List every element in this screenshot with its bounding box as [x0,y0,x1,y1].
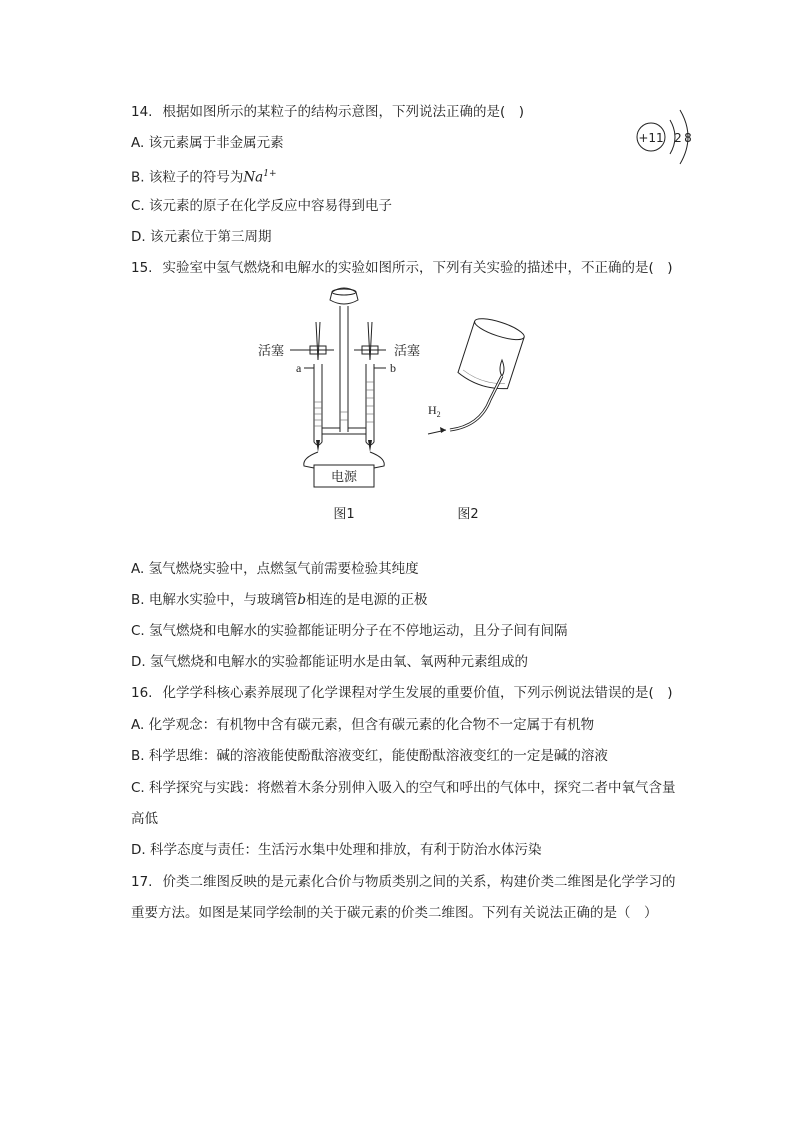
q15-stem: 15. 实验室中氢气燃烧和电解水的实验如图所示，下列有关实验的描述中，不正确的是( ) [131,260,673,276]
q14-option-b[interactable]: B. 该粒子的符号为$Na^{1+}$ [131,169,277,186]
nucleus-charge: +11 [638,131,664,145]
gas-tube [450,376,502,430]
q14-number: 14. [131,104,153,120]
q16-option-c-continued: 高低 [131,811,158,827]
tube-b-variable: b [297,592,307,608]
tube-a [314,364,322,445]
inverted-beaker [456,314,526,393]
q15-option-c[interactable]: C. 氢气燃烧和电解水的实验都能证明分子在不停地运动，且分子间有间隔 [131,623,568,639]
figure1-caption: 图1 [333,507,355,522]
tube-b-label: b [390,361,396,375]
q16-option-c[interactable]: C. 科学探究与实践：将燃着木条分别伸入吸入的空气和呼出的气体中，探究二者中氧气含量 [131,780,676,796]
tube-b [366,364,374,445]
q17-stem-line1: 17. 价类二维图反映的是元素化合价与物质类别之间的关系，构建价类二维图是化学学习的 [131,874,676,890]
na-charge: 1+ [263,169,277,179]
q15-option-a[interactable]: A. 氢气燃烧实验中，点燃氢气前需要检验其纯度 [131,561,419,577]
q16-number: 16. [131,685,153,701]
q16-option-b[interactable]: B. 科学思维：碱的溶液能使酚酞溶液变红，能使酚酞溶液变红的一定是碱的溶液 [131,748,608,764]
na-formula: Na [243,169,264,186]
q15-option-d[interactable]: D. 氢气燃烧和电解水的实验都能证明水是由氧、氧两种元素组成的 [131,654,528,670]
q16-option-d[interactable]: D. 科学态度与责任：生活污水集中处理和排放，有利于防治水体污染 [131,842,542,858]
electrode-right [368,440,372,452]
atom-structure-diagram [630,100,710,172]
power-label: 电源 [330,470,358,485]
q14-stem: 14. 根据如图所示的某粒子的结构示意图，下列说法正确的是( ) [131,104,525,120]
stopcock-left-label: 活塞 [258,344,285,359]
q17-number: 17. [131,874,153,890]
q15-figure [240,282,540,527]
shell-1-count: 2 [674,131,682,145]
q16-stem: 16. 化学学科核心素养展现了化学课程对学生发展的重要价值，下列示例说法错误的是( ) [131,685,673,701]
flame-icon [500,360,504,376]
tube-a-label: a [296,361,302,375]
q14-option-c[interactable]: C. 该元素的原子在化学反应中容易得到电子 [131,198,393,214]
q16-option-a[interactable]: A. 化学观念：有机物中含有碳元素，但含有碳元素的化合物不一定属于有机物 [131,717,595,733]
q14-option-d[interactable]: D. 该元素位于第三周期 [131,229,272,245]
gas-label: $H_2$ [428,403,441,419]
q17-stem-line2: 重要方法。如图是某同学绘制的关于碳元素的价类二维图。下列有关说法正确的是（ ） [131,905,658,921]
q15-number: 15. [131,260,153,276]
q14-option-a[interactable]: A. 该元素属于非金属元素 [131,135,284,151]
stopcock-right-label: 活塞 [394,344,421,359]
figure2-caption: 图2 [457,507,479,522]
shell-2-count: 8 [684,131,692,145]
q15-option-b[interactable]: B. 电解水实验中，与玻璃管b相连的是电源的正极 [131,592,428,608]
electrode-left [316,440,320,452]
